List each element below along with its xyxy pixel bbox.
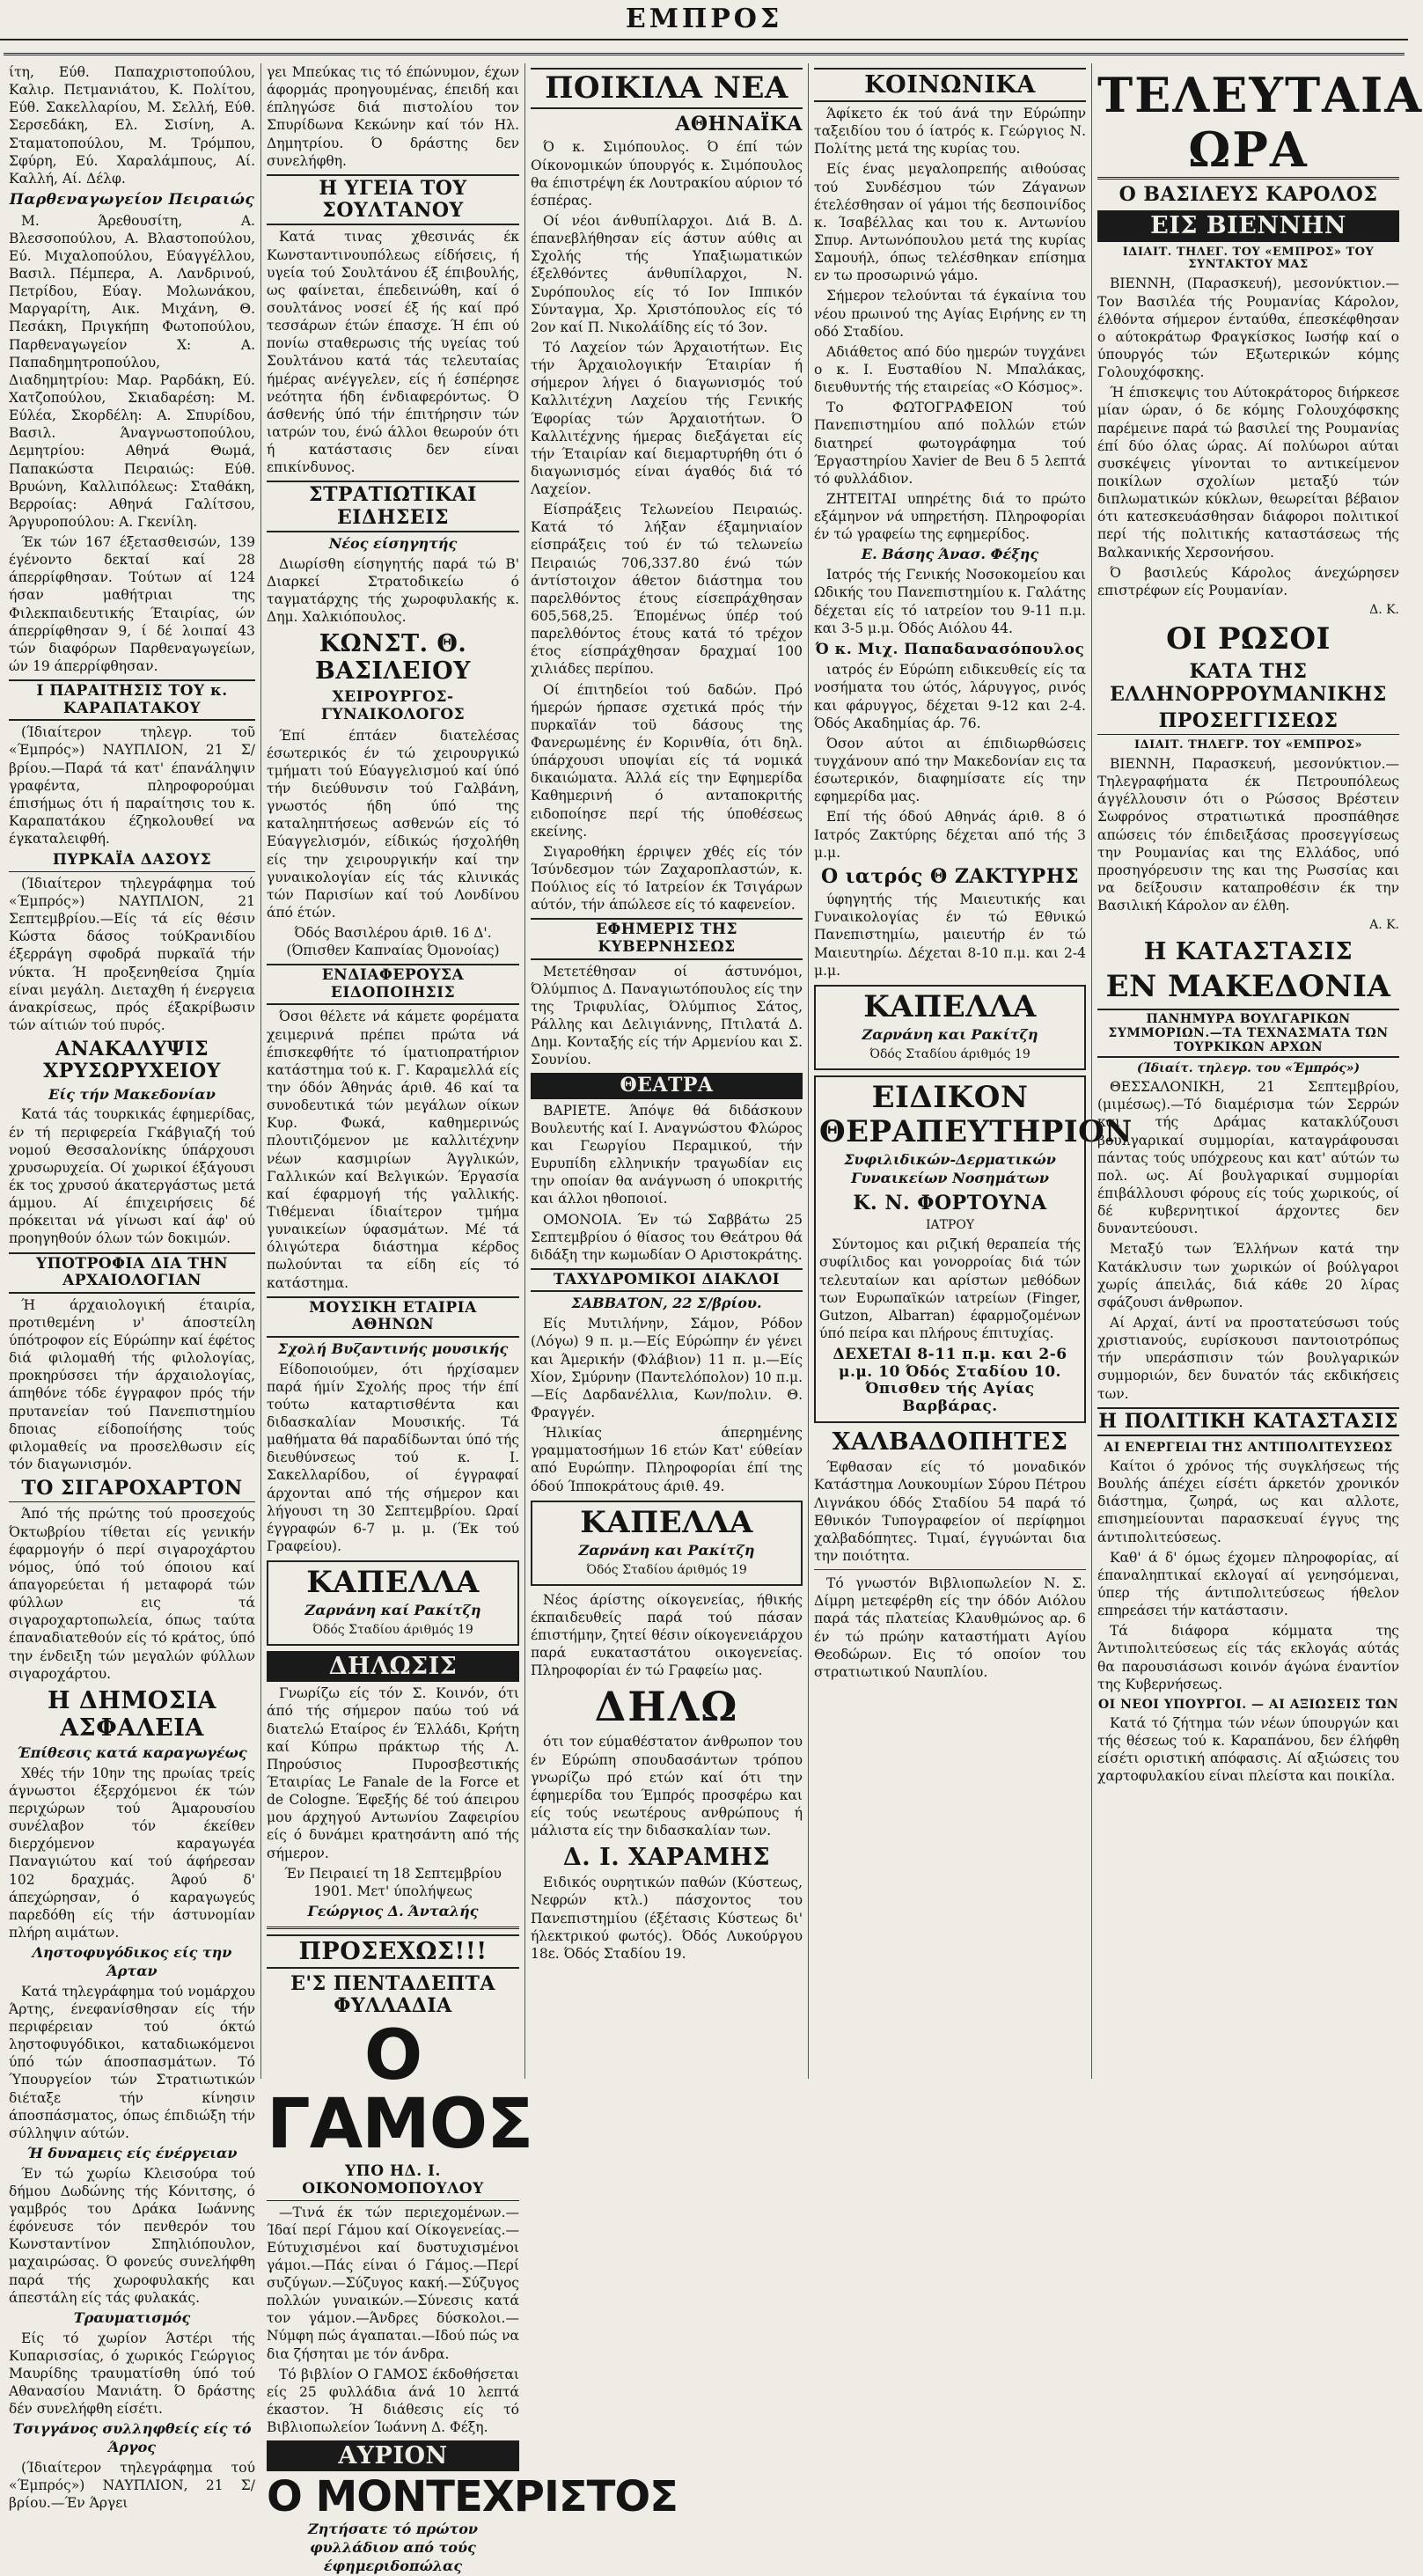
article-text: ιατρός έν Εύρώπη ειδικευθείς είς τα νοσήματα του ώτός, λάρυγγος, ρινός και φάρυγγος, δέχεται 9-12 και 2-4. Όδός Ακαδημίας άρ. 76. [814, 662, 1086, 731]
signature: Γεώργιος Δ. Άνταλής [307, 1902, 479, 1919]
section-heading: ΤΑΧΥΔΡΟΜΙΚΟΙ ΔΙΑΚΛΟΙ [531, 1268, 803, 1293]
section-heading: ΠΟΙΚΙΛΑ ΝΕΑ [531, 68, 803, 109]
section-heading: ΠΡΟΣΕΧΩΣ!!! [267, 1934, 519, 1969]
article-text: Είς τό χωρίον Άστέρι τής Κυπαρισσίας, ό χωρικός Γεώργιος Μαυρίδης τραυματίσθη ύπό τού Αθανασίου Μανιάτη. Ό δράστης δέν συνελήφθη είσέτι. [9, 2330, 255, 2418]
section-heading: ΕΙΣ ΒΙΕΝΝΗΝ [1097, 210, 1399, 241]
article-text: Γνωρίζω είς τόν Σ. Κοινόν, ότι άπό τής σήμερον παύω τού νά διατελώ Εταίρος έν Έλλάδι, Κρήτη καί Κύπρω πράκτωρ τής Λ. Πηρούσιος Πυροσβεστικής Έταιρίας Le Fanale de la Force et de Cologne. Έφεξής δέ τού άπειρου μου άρχηγού Αντωνίου Ζαφειρίου είς ό δυνάμει κρατησάντη από τής σήμερον. [267, 1685, 519, 1861]
section-heading: ΔΗΛΩΣΙΣ [267, 1651, 519, 1682]
ad-title: Κ. Ν. ΦΟΡΤΟΥΝΑ [853, 1191, 1047, 1215]
article-text: Όσον αύτοι αι έπιδιωρθώσεις τυγχάνουν από την Μακεδονίαν εις τα έσωτερικόν, διαφημίσατε είς την εφημερίδα μας. [814, 735, 1086, 805]
masthead: ΕΜΠΡΟΣ [0, 0, 1408, 40]
section-heading: ΑΝΑΚΑΛΥΨΙΣ ΧΡΥΣΩΡΥΧΕΙΟΥ [43, 1038, 221, 1083]
article-text: Ήλικίας άπερημένης γραμματοσήμων 16 ετών Κατ' εύθείαν από Ευρώπην. Πληροφορίαι έπί της όδού Ίπποκράτους άριθ. 49. [531, 1425, 803, 1494]
article-text: Ιατρός τής Γενικής Νοσοκομείου και Ωδικής του Πανεπιστημίου κ. Γαλάτης δέχεται είς τό ιατρείον του 9-11 π.μ. και 3-5 μ.μ. Όδός Αιόλου 44. [814, 567, 1086, 636]
article-text: Όσοι θέλετε νά κάμετε φορέματα χειμερινά πρέπει πρώτα νά έπισκεφθήτε τό ίματιοπρατήριον κατάστημα τού κ. Γ. Καραμελλά είς την όδόν Άθηνάς άριθ. 46 καί τα συνοδευτικά τών μεγάλων οίκων Κυρ. Φωκά, καθημερινώς πλουτιζόμενον με καλλιτέχνην νέων κασμιρίων Άγγλικών, Γαλλικών καί Βελγικών. Έργασία καί έφαρμογή τής γαλλικής. Τιθέμεναι ίδιαίτερον τμήμα γυναικείων ύφασμάτων. Μέ τά όλιγώτερα διάστημα κέρδος πωλούνται τα είδη είς τό κατάστημα. [267, 1009, 519, 1291]
section-heading: ΕΝΔΙΑΦΕΡΟΥΣΑ ΕΙΔΟΠΟΙΗΣΙΣ [267, 964, 519, 1005]
section-heading: ΤΟ ΣΙΓΑΡΟΧΑΡΤΟΝ [9, 1478, 255, 1502]
section-heading: ΚΑΤΑ ΤΗΣ ΕΛΛΗΝΟΡΡΟΥΜΑΝΙΚΗΣ [1110, 660, 1387, 706]
article-text: Χθές τήν 10ην της πρωίας τρείς άγνωστοι έξερχόμενοι έκ τών περιχώρων τού Άμαρουσίου συνέλαβον τόν έκείθεν διερχόμενον καραγωγέα Παναγιώτου καί τού άφήρεσαν 102 δραχμάς. Άφού δ' άπεχώρησαν, ό καραγωγεύς παρεδόθη είς τήν άστυνομίαν πλήρη αιμάτων. [9, 1765, 255, 1941]
subheading: ΣΑΒΒΑΤΟΝ, 22 Σ/βρίου. [571, 1295, 762, 1312]
article-text: Είς ένας μεγαλοπρεπής αιθούσας τού Συνδέσμου τών Ζάγανων έτελέσθησαν οί γάμοι τής δεσποινίδος κ. Ίσαβέλλας και του κ. Αντωνίου Σπυρ. Αντωνόπουλου μετά της κυρίας Σαμουήλ, όπως τελέσθηκαν επίσημα εν τω προσωρινώ γάμο. [814, 161, 1086, 284]
subheading: ΙΔΙΑΙΤ. ΤΗΛΕΓΡ. ΤΟΥ «ΕΜΠΡΟΣ» [1133, 738, 1363, 752]
article-text: Τό γνωστόν Βιβλιοπωλείον Ν. Σ. Δίμρη μετεφέρθη είς την όδόν Αιόλου παρά τάς πλατείας Κλαυθμώνος αρ. 6 έν τώ πρώην καταστήματι Αγίου Θεοδώρων. Εις τό οποίον του στρατιωτικού Ναυπλίου. [814, 1575, 1086, 1680]
article-text: ότι τον εύμαθέστατον άνθρωπον του έν Εύρώπη σπουδασάντων τρόπου γνωρίζω πρό ετών καί ότι την έφημερίδα του Έμπρός προσφέρω και είς τούς νεωτέρους ανθρώπους ή μάλιστα είς την διδασκαλίαν των. [531, 1734, 803, 1839]
ad-title: ΚΑΠΕΛΛΑ [306, 1565, 480, 1601]
section-heading: Ο ιατρός Θ ΖΑΚΤΥΡΗΣ [820, 864, 1080, 888]
section-heading: ΤΕΛΕΥΤΑΙΑ ΩΡΑ [1097, 68, 1399, 180]
article-text: Τό βιβλίον Ο ΓΑΜΟΣ έκδοθήσεται είς 25 φυλλάδια άνά 10 λεπτά έκαστον. Ή διάθεσις είς τό Βιβλιοπωλείον Ίωάννη Δ. Φέξη. [267, 2366, 519, 2436]
article-text: Άφίκετο έκ τού άνά την Εύρώπην ταξειδίου του ό ίατρός κ. Γεώργιος Ν. Πολίτης μετά της κυρίας του. [814, 106, 1086, 158]
section-heading: Η ΥΓΕΙΑ ΤΟΥ ΣΟΥΛΤΑΝΟΥ [267, 174, 519, 226]
ad-title: ΚΑΠΕΛΛΑ [863, 988, 1037, 1024]
article-text: Οί νέοι άνθυπίλαρχοι. Διά Β. Δ. έπανεβλήθησαν είς άστυν αύθις αι Σχολής τής Υπαξιωματικών έξελθόντες άνθυπίλαρχοι, Ν. Συρόπουλος είς τό Ιον Ιππικόν Σύνταγμα, Χρ. Χριστόπουλος είς τό 2ον καί Π. Νικολάίδης είς τό 3ον. [531, 212, 803, 335]
article-text: Είδοποιούμεν, ότι ήρχίσαμεν παρά ήμίν Σχολής προς τήν έπί τούτω καταρτισθέντα και διδασκαλίαν Μουσικής. Τά μαθήματα θά παραδίδωνται ύπό τής διευθύνσεως τού κ. Ι. Σακελλαρίδου, οί έγγραφαί άρχονται από τής σήμερον και λήγουσι τη 30 Σεπτεμβρίου. Ωραί έγγραφών 6-7 μ. μ. (Έκ τού Γραφείου). [267, 1361, 519, 1555]
column-1 [4, 63, 260, 2512]
section-heading: ΘΕΑΤΡΑ [531, 1073, 803, 1098]
article-text: Διωρίσθη είσηγητής παρά τώ Β' Διαρκεί Στρατοδικείω ό ταγματάρχης τής χωροφυλακής κ. Δημ. Χαλκιόπουλος. [267, 555, 519, 626]
article-text: Κατά τό ζήτημα τών νέων ύπουργών και τής θέσεως τού κ. Καραπάνου, δεν έλήφθη είσέτι οριστική απόφασις. Αί αξιώσεις του χαρτοφυλακίου είναι πλείστα και ποικίλα. [1097, 1714, 1399, 1785]
masthead-rule [4, 53, 1405, 55]
section-heading: Ε'Σ ΠΕΝΤΑΔΕΠΤΑ ΦΥΛΛΑΔΙΑ [290, 1971, 495, 2018]
section-heading: ΕΝ ΜΑΚΕΔΟΝΙΑ [1105, 968, 1391, 1004]
section-heading: Ο ΒΑΣΙΛΕΥΣ ΚΑΡΟΛΟΣ [1119, 183, 1378, 207]
ad-title: Ο ΜΟΝΤΕΧΡΙΣΤΟΣ [267, 2472, 678, 2522]
article-text: Κατά τηλεγράφημα τού νομάρχου Άρτης, ένεφανίσθησαν είς τήν περιφέρειαν τού όκτώ ληστοφυγόδικοι, καταδιωκόμενοι ύπό τών άποσπασμάτων. Τό Ύπουργείον τών Στρατιωτικών διέταξε τήν κίνησιν άποσπάσματος, όπως έπιδιώξη τήν σύλληψιν αύτών. [9, 1983, 255, 2141]
date-text: Έν Πειραιεί τη 18 Σεπτεμβρίου 1901. Μετ' ύπολήψεως [284, 1865, 502, 1899]
ad-title: ΔΗΛΩ [594, 1683, 739, 1731]
article-text: (Ίδιαίτερον τηλεγράφημα τού «Έμπρός») ΝΑΥΠΛΙΟΝ, 21 Σ/βρίου.—Έν Άργει [9, 2459, 255, 2512]
article-text: γει Μπεύκας τις τό έπώνυμον, έχων άφορμάς προηγουμένας, έπειδή και έπληγώσε διά πιστολίου τον Σπυρίδωνα Κεκώνην καί τόν Ηλ. Δημητρίου. Ό δράστης δεν συνελήφθη. [267, 64, 519, 169]
article-text: Αί Αρχαί, άντί να προστατεύσωσι τούς χριστιανούς, ευρίσκουσι παντοιοτρόπως τήν υπεράσπισιν τών βουλγαρικών συμμοριών, δεν δυνατόν τάς εκδικήσεις των. [1097, 1314, 1399, 1402]
article-text: Σιγαροθήκη έρριψεν χθές είς τόν Ίσύνδεσμον τών Ζαχαροπλαστών, κ. Πούλιος είς τό Ιατρείον έκ Τσιγάρων αύτόν, τήν άπώλεσε είς τό καφενείον. [531, 843, 803, 914]
article-text: Μετετέθησαν οί άστυνόμοι, Όλύμπιος Δ. Παναγιωτόπουλος είς την της Τριφυλίας, Όλύμπιος Σάτος, Ράλλης και Δελιγιάννης, Πτιλατά Δ. Δημ. Κονταξής είς τήν Αρμενίου και Σ. Σουνίου. [531, 963, 803, 1068]
ad-subtitle: Ζαρνάνη και Ρακίτζη [578, 1541, 755, 1559]
ad-title: Δ. Ι. ΧΑΡΑΜΗΣ [562, 1844, 771, 1872]
article-text: Ή έπισκεψις του Αύτοκράτορος διήρκεσε μίαν ώραν, ό δε κόμης Γολουχόφσκης παρέμεινε παρά τώ βασιλεί της Ρουμανίας έπί δύο όλας ώρας. Αί πολύωροι αύται συσκέψεις γίνονται το αντικείμενον ποικίλων σχολίων μεταξύ τών διπλωματικών κύκλων, θεωρείται βέβαιον ότι κατεσκευάσθησαν διάφοροι πολιτικοί περί τής πολιτικής καταστάσεως τής Βαλκανικής Χερσονήσου. [1097, 385, 1399, 561]
subheading: ΥΠΟ ΗΔ. Ι. ΟΙΚΟΝΟΜΟΠΟΥΛΟΥ [267, 2163, 519, 2200]
ad-address: Όδός Σταδίου άριθμός 19 [586, 1562, 747, 1577]
subheading: Ε. Βάσης Άνασ. Φέξης [861, 546, 1039, 563]
article-text: Έν τώ χωρίω Κλεισούρα τού δήμου Δωδώνης τής Κόνιτσης, ό γαμβρός του Δράκα Ιωάννης έφόνευσε τόν πενθερόν του Κωνσταντίνον Σπηλιόπουλον, μαχαιρώσας. Ό φονεύς συνελήφθη παρά τής χωροφυλακής και άπεστάλη είς τάς φυλακάς. [9, 2165, 255, 2306]
address-text: Όδός Βασιλέρου άριθ. 16 Δ'. (Όπισθεν Καπναίας Όμονοίας) [286, 925, 500, 959]
article-text: ύφηγητής τής Μαιευτικής και Γυναικολογίας έν τώ Εθνικώ Πανεπιστημίω, μαιευτήρ έν τώ Μαιευτηρίω. Δέχεται 8-10 π.μ. και 2-4 μ.μ. [814, 892, 1086, 979]
article-text: —Τινά έκ τών περιεχομένων.—Ίδαί περί Γάμου καί Οίκογενείας.—Εύτυχισμένοι καί δυστυχισμένοι γάμοι.—Πάς είναι ό Γάμος.—Περί συζύγων.—Σύζυγος κακή.—Σύζυγος πολλών γυναικών.—Σύνεσις κατά τον γάμον.—Άνδρες δύσκολοι.—Νύμφη πώς άγαπαται.—Ιδού πώς να δια ζήσηται με τόν άνδρα. [267, 2204, 519, 2362]
ad-address: Όδός Σταδίου άριθμός 19 [312, 1623, 473, 1638]
subheading: Είς τήν Μακεδονίαν [48, 1085, 216, 1103]
subheading: Σχολή Βυζαντινής μουσικής [277, 1339, 509, 1357]
article-text: Ή άρχαιολογική έταιρία, προτιθεμένη ν' άποστείλη ύπότροφον είς Εύρώπην καί έφέτος διά φιλομαθή τής φιλολογίας, προκηρύσσει τήν άρχαιολογίας, άπηθόνε τόδε έγγραφον πρός τήν πρυτανείαν τού Πανεπιστημίου δποιας είδοποίήσης τούς φιλομαθείς να προσελθωσιν είς τόν διαγωνισμόν. [9, 1296, 255, 1472]
advertisement [814, 985, 1086, 1070]
article-text: Ό κ. Σιμόπουλος. Ό έπί τών Οίκονομικών ύπουργός κ. Σιμόπουλος θα έπιστρέψη έκ Λουτρακίου αύριον τό έσπέρας. [531, 139, 803, 209]
subheading: (Ίδιαίτ. τηλεγρ. του «Έμπρός») [1136, 1060, 1361, 1075]
section-heading: ΜΟΥΣΙΚΗ ΕΤΑΙΡΙΑ ΑΘΗΝΩΝ [267, 1296, 519, 1338]
divider [267, 1926, 519, 1929]
advertisement [531, 1501, 803, 1586]
article-text: Αδιάθετος από δύο ημερών τυγχάνει ο κ. Ι. Ευσταθίου Ν. Μπαλάκας, διευθυντής τής εταιρείας «Ο Κόσμος». [814, 343, 1086, 396]
subheading: ΙΔΙΑΙΤ. ΤΗΛΕΓ. ΤΟΥ «ΕΜΠΡΟΣ» ΤΟΥ ΣΥΝΤΑΚΤΟΥ ΜΑΣ [1122, 245, 1375, 272]
ad-hours: ΔΕΧΕΤΑΙ 8-11 π.μ. και 2-6 μ.μ. 10 Όδός Σταδίου 10. Όπισθεν τής Αγίας Βαρβάρας. [833, 1346, 1067, 1415]
section-heading: ΑΥΡΙΟΝ [267, 2440, 519, 2471]
section-heading: ΠΥΡΚΑΪΑ ΔΑΣΟΥΣ [9, 852, 255, 872]
article-text: Κατά τινας χθεσινάς έκ Κωνσταντινουπόλεως είδήσεις, ή υγεία τού Σουλτάνου έξ έπιβουλής, ως φαίνεται, έπεδεινώθη, καί ό σουλτάνος νοσεί έξ ής καί πρό τεσσάρων έτών έπασχε. Ή έπι ού πονίω σταθερωσις τής υγείας τού Σουλτάνου κατά τάς τελευταίας ήμέρας ανέγγελεν, είς ή έσπέρησε νεότητα ήδη ένδιαφερόντως. Ό άσθενής ύπό τήν έπιτήρησιν τών ιατρών του, ένώ άλλοι θεωρούν ότι ή κατάστασις δεν είναι επικίνδυνος. [267, 229, 519, 476]
signature: Α. Κ. [1369, 918, 1399, 933]
article-text: Έπί έπτάεν διατελέσας έσωτερικός έν τώ χειρουργικώ τμήματι τού Εύαγγελισμού καί ύπό τήν διεύθυνσιν τού Γαλβάνη, γνωστός ήδη ύπό της καταληπτήσεως ασθενών είς τό Εύαγγελισμόν, είδικώς ήσχολήθη είς την χειρουργικήν καί την γυναικολογίαν είς τάς κλινικάς τών Παρισίων καί τού Λονδίνου άπό έτών. [267, 727, 519, 921]
advertisement [267, 1560, 519, 1646]
ad-subtitle: ΙΑΤΡΟΥ [925, 1218, 975, 1233]
ad-subtitle: Συφιλιδικών-Δερματικών Γυναικείων Νοσημάτων [844, 1151, 1056, 1186]
article-text: Το ΦΩΤΟΓΡΑΦΕΙΟΝ τού Πανεπιστημίου από πολλών ετών διατηρεί φωτογράφημα τού Έργαστηρίου Xavier de Beu δ 5 λεπτά τό φυλλάδιον. [814, 400, 1086, 487]
section-heading: Ι ΠΑΡΑΙΤΗΣΙΣ ΤΟΥ κ. ΚΑΡΑΠΑΤΑΚΟΥ [9, 679, 255, 721]
subheading: Έπίθεσις κατά καραγωγέως [17, 1743, 247, 1761]
article-text: Σύντομος και ριζική θεραπεία τής συφίλιδος και γονορροίας διά τών τελευταίων και αρίστων μεθόδων των Ευρωπαϊκών ιατρείων (Finger, Gutzon, Albarran) έφαρμοζομένων ύπό πείρα και πλήρους έπιτυχίας. [819, 1237, 1081, 1341]
section-heading: ΣΤΡΑΤΙΩΤΙΚΑΙ ΕΙΔΗΣΕΙΣ [267, 481, 519, 532]
article-text: Νέος άρίστης οίκογενείας, ήθικής έκπαιδευθείς παρά τού πάσαν έπιστήμην, ζητεί θέσιν οίκογενειάρχου παρά ευκαταστάτου οικογενείας. Πληροφορίαι έν τώ Γραφείω μας. [531, 1591, 803, 1679]
article-text: Επί τής όδού Αθηνάς άριθ. 8 ό Ιατρός Ζακτύρης δέχεται από τής 3 μ.μ. [814, 809, 1086, 861]
ad-title: Ο ΓΑΜΟΣ [267, 2016, 533, 2165]
article-text: Σήμερον τελούνται τά έγκαίνια του νέου πρωινού της Αγίας Ειρήνης εν τη οδό Σταδίου. [814, 288, 1086, 340]
section-heading: Η ΚΑΤΑΣΤΑΣΙΣ [1143, 937, 1353, 965]
article-text: ΘΕΣΣΑΛΟΝΙΚΗ, 21 Σεπτεμβρίου, (μιμέσως).—Τό διαμέρισμα τών Σερρών και τής Δράμας κατακλύζουσι βουλγαρικαί συμμορίαι, καταγράφουσαι πάντας τούς υπόχρεους και κατ' αύτών τω πολ. ως. Αί βουλγαρικαί συμμορίαι έπιβάλλουσι φόρους είς τούς χωρικούς, οί δέ κυβερνητικοί άρχοντες δεν δυναντεύουσι. [1097, 1079, 1399, 1237]
subheading: Τσιγγάνος συλληφθείς είς τό Άργος [12, 2420, 252, 2456]
article-text: ΖΗΤΕΙΤΑΙ υπηρέτης διά το πρώτο εξάμηνον νά υπηρετήση. Πληροφορίαι έν τώ γραφείω της εφημερίδος. [814, 491, 1086, 543]
section-heading: ΠΡΟΣΕΓΓΙΣΕΩΣ [1097, 710, 1399, 735]
subheading: ΠΑΝΗΜΥΡΑ ΒΟΥΛΓΑΡΙΚΩΝ ΣΥΜΜΟΡΙΩΝ.—ΤΑ ΤΕΧΝΑΣΜΑΤΑ ΤΩΝ ΤΟΥΡΚΙΚΩΝ ΑΡΧΩΝ [1097, 1009, 1399, 1058]
column-3 [524, 63, 808, 2079]
subheading: ΧΕΙΡΟΥΡΓΟΣ-ΓΥΝΑΙΚΟΛΟΓΟΣ [320, 688, 466, 723]
divider [814, 1569, 1086, 1570]
article-text: Μεταξύ των Έλλήνων κατά την Κατάκλυσιν των χωρικών οί βούλγαροι χωρίς άπειλάς, διά κάθε 20 λίρας σφάζουσι άνθρωπον. [1097, 1241, 1399, 1310]
subheading: Ή δυναμεις είς ένέργειαν [26, 2144, 238, 2161]
ad-title: ΚΑΠΕΛΛΑ [580, 1504, 753, 1540]
article-text: Είς Μυτιλήνην, Σάμον, Ρόδον (Λόγω) 9 π. μ.—Είς Εύρώπην έν γένει και Άμερικήν (Φλάβιον) 11 π. μ.—Είς Χίον, Σμύρνην (Παντελόπολον) 10 π.μ.—Είς Δαρδανέλλια, Κων/πολιν. Θ. Φραγγέν. [531, 1316, 803, 1420]
article-text: Έφθασαν είς τό μοναδικόν Κατάστημα Λουκουμίων Σύρου Πέτρου Λιγνάκου όδός Σταδίου 54 παρά τό Εθνικόν Τυπογραφείον οί περίφημοι χαλβαδόπητες. Τιμαί, έγγυώνται δια την ποιότητα. [814, 1459, 1086, 1564]
article-text: Μ. Άρεθουσίτη, Α. Βλεσσοπούλου, Α. Βλαστοπούλου, Εύ. Μιχαλοπούλου, Εύαγγέλλου, Βασιλ. Πέμπερα, Α. Λανδρινού, Πετρίδου, Εύαγ. Μολωνάκου, Μαργαρίτη, Αικ. Μιχάνη, Θ. Πεσάκη, Πριγκήπη Φωτοπούλου, Παρθεναγωγείον Χ: Α. Παπαδημητροπούλου, Διαδημητρίου: Μαρ. Ραρδάκη, Εύ. Χατζοπούλου, Σκιαδαρέση: Μ. Εύλέα, Σκορδέλη: Α. Σπυρίδου, Βασιλ. Άναγνωστοπούλου, Δεμητρίου: Αθηνά Θωμά, Παπακώστα Πειραιώς: Εύθ. Βρυώνη, Καλλιπόλεως: Σταθάκη, Βερροίας: Αθηνά Γαλίτσου, Άργυροπούλου: Α. Γκενίλη. [9, 212, 255, 530]
subheading: ΑΘΗΝΑΪΚΑ [675, 113, 803, 136]
column-5 [1091, 63, 1423, 2079]
article-text: Οί έπιτηδείοι τού δαδών. Πρό ήμερών ήρπασε σχετικά πρός τήν πυρκαϊάν τοϋ δάσους της Φανερωμένης έν Κορινθία, ότι δηλ. ύπάρχουσι υποψίαι είς τά νομικά δικαιώματα. Άλλά είς την Εφημερίδα Καθημερινή ό ανταποκριτής ειδοποίησε περί τής ύποθέσεως εκείνης. [531, 681, 803, 840]
article-text: Έκ τών 167 έξετασθεισών, 139 έγένοντο δεκταί καί 28 άπερρίφθησαν. Τούτων αί 124 ήσαν μαθήτριαι της Φιλεκπαιδευτικής Έταιρίας, ών άπερρίφθησαν 9, ί δέ λοιπαί 43 τών διαφόρων Παρθεναγωγείων, ών 19 άπερρίφθησαν. [9, 534, 255, 675]
ad-title: ΧΑΛΒΑΔΟΠΗΤΕΣ [832, 1428, 1068, 1457]
section-heading: Παρθεναγωγείον Πειραιώς [9, 190, 255, 209]
column-4 [808, 63, 1133, 2079]
subheading: ΟΙ ΝΕΟΙ ΥΠΟΥΡΓΟΙ. — ΑΙ ΑΞΙΩΣΕΙΣ ΤΩΝ [1097, 1697, 1399, 1712]
article-text: Ειδικός ουρητικών παθών (Κύστεως, Νεφρών κτλ.) πάσχοντος του Πανεπιστημίου (έξέτασις Κύστεως δι' ήλεκτρικού φωτός). Όδός Λυκούργου 18ε. Όδός Σταδίου 19. [531, 1875, 803, 1962]
article-text: ΟΜΟΝΟΙΑ. Έν τώ Σαββάτω 25 Σεπτεμβρίου ό θίασος του Θεάτρου θά διδάξη την κωμωδίαν Ο Αριστοκράτης. [531, 1211, 803, 1263]
article-text: ΒΙΕΝΝΗ, Παρασκευή, μεσονύκτιον.—Τηλεγραφήματα έκ Πετρουπόλεως άγγέλλουσιν ότι ο Ρώσσος Βρέστειν Σωφρόνος στρατιωτικά προσπάθησε απώσεις τόν έπιδειξάσας προσεγγίσεως την Ρουμανίας και της Ελλάδος, υπό προσηγόρευσιν της και της Ρωσσίας και να δείξουσιν καταπροθέσιν έκ την Βασιλική Κάρολον αν έλθη. [1097, 756, 1399, 914]
advertisement [814, 1075, 1133, 1423]
section-heading: ΚΩΝΣΤ. Θ. ΒΑΣΙΛΕΙΟΥ [315, 630, 471, 686]
article-text: (Ίδιαίτερον τηλεγρ. τοῦ «Έμπρός») ΝΑΥΠΛΙΟΝ, 21 Σ/βρίου.—Παρά τά κατ' έπανάληψιν γραφέντα, πληροφορούμαι έπισήμως ότι ή παραίτησις του κ. Καραπατάκου έζηκολουθεί να έγκαταλειφθή. [9, 724, 255, 848]
article-text: ίτη, Εύθ. Παπαχριστοπούλου, Καλιρ. Πετμανιάτου, Κ. Πολίτου, Εύθ. Σακελλαρίου, Μ. Σελλή, Εύθ. Σερσεδάκη, Ελ. Σισίνη, Α. Σταματοπούλου, Μ. Τρόμπου, Σφύρη, Εύ. Χαραλάμπους, Αί. Καλλή, Αί. Δέλφ. [9, 64, 255, 187]
article-text: Καθ' ά δ' όμως έχομεν πληροφορίας, αί έπαναληπτικαί εκλογαί αί γενησόμεναι, ύπερ τής άντιπολιτεύσεως ήθελον επηρεάσει τήν κατάστασιν. [1097, 1549, 1399, 1619]
section-heading: Η ΔΗΜΟΣΙΑ ΑΣΦΑΛΕΙΑ [48, 1686, 216, 1742]
ad-subtitle: Ζαρνάνη και Ρακίτζη [862, 1025, 1038, 1043]
article-text: Ό βασιλεύς Κάρολος άνεχώρησεν επιστρέφων είς Ρουμανίαν. [1097, 564, 1399, 598]
subheading: Ληστοφυγόδικος είς την Άρταν [32, 1944, 232, 1979]
article-text: Τό Λαχείον τών Άρχαιοτήτων. Εις τήν Άρχαιολογικήν Έταιρίαν ή σήμερον λήγει ό διαγωνισμός τού Καλλιτέχνη Λαχείου τής Γενικής Έφορίας τών Άρχαιοτήτων. Ό Καλλιτέχνης ήμερας διεξάγεται είς τήν Έταιρίαν καί διεμαρτυρήθη ότι ό διαγωνισμός είναι άγαθός διά τό Λαχείον. [531, 339, 803, 498]
section-heading: Ό κ. Μιχ. Παπαδανασόπουλος [815, 640, 1085, 658]
subheading: Νέος είσηγητής [328, 535, 458, 552]
ad-subtitle: Ζητήσατε τό πρώτον φυλλάδιον από τούς έφημεριδοπώλας [307, 2521, 478, 2574]
article-text: ΒΑΡΙΕΤΕ. Άπόψε θά διδάσκουν Βουλευτής καί Ι. Αναγνώστου Φλώρος και Γεωργίου Περαμικού, τήν Ευρυπίδη ελληνικήν τραγωδίαν εις την οποίαν θα ανάγνωση ό υποκριτής και άλλοι ηθοποιοί. [531, 1102, 803, 1207]
ad-address: Όδός Σταδίου άριθμός 19 [869, 1046, 1031, 1061]
section-heading: ΕΦΗΜΕΡΙΣ ΤΗΣ ΚΥΒΕΡΝΗΣΕΩΣ [531, 918, 803, 959]
ad-subtitle: Ζαρνάνη καί Ρακίτζη [304, 1602, 481, 1619]
section-heading: ΥΠΟΤΡΟΦΙΑ ΔΙΑ ΤΗΝ ΑΡΧΑΙΟΛΟΓΙΑΝ [9, 1252, 255, 1294]
section-heading: ΟΙ ΡΩΣΟΙ [1166, 621, 1331, 657]
signature: Δ. Κ. [1369, 602, 1399, 617]
article-text: Άπό τής πρώτης τού προσεχούς Όκτωβρίου τίθεται είς γενικήν έφαρμογήν ό περί σιγαροχάρτου νόμος, ύπό τού όποιου καί άπαγορεύεται ή μεταφορά τών φύλλων εις τά σιγαροχαρτοπωλεία, όπως ταύτα έπαναδιατεθούν είς τό κράτος, ύπό την ένδειξη τών μεγαλών φύλλων σιγαροχάρτου. [9, 1506, 255, 1682]
section-heading: Η ΠΟΛΙΤΙΚΗ ΚΑΤΑΣΤΑΣΙΣ [1097, 1407, 1399, 1436]
subheading: Τραυματισμός [73, 2308, 191, 2326]
ad-title: ΕΙΔΙΚΟΝ ΘΕΡΑΠΕΥΤΗΡΙΟΝ [819, 1079, 1133, 1150]
article-text: Είσπράξεις Τελωνείου Πειραιώς. Κατά τό λήξαν έξαμηνιαίον είσπράξεις τού έν τώ τελωνείω Πειραιώς 706,337.80 ένώ τών άντίστοιχον άθετον διάστημα του παρελθόντος έτους είσεπράχθησαν 605,568,25. Έπομένως ύπέρ τού παρελθόντος έτους κατά τό τρέχον έτος είσπράχθησαν δραχμαί 100 χιλιάδες περίπου. [531, 502, 803, 678]
article-text: (Ίδιαίτερον τηλεγράφημα τού «Έμπρός») ΝΑΥΠΛΙΟΝ, 21 Σεπτεμβρίου.—Είς τά είς θέσιν Κώστα δάσος τούΚρανιδίου έξερράγη σφοδρά πυρκαϊά τήν νύκτα. Ή προξενηθείσα ζημία είναι μεγάλη. Διεταχθη ή ένεργεια άνακρίσεως, πρός έξακρίβωσιν τών αίτιών τού πυρός. [9, 875, 255, 1033]
article-text: Κατά τάς τουρκικάς έφημερίδας, έν τή περιφερεία Γκάβγιαζή τού νομού Θεσσαλονίκης ύπάρχουσι χρυσωρυχεία. Οί χωρικοί έξάγουσι έκ τος χρυσού άκατεργάστως μετά άμμου. Αί έπιχειρήσεις δέ πρόκειται νά γίνωσι καί άφ' ού προηγηθούν όλων τών δοκιμών. [9, 1106, 255, 1247]
article-text: ΒΙΕΝΝΗ, (Παρασκευή), μεσονύκτιον.—Τον Βασιλέα τής Ρουμανίας Κάρολον, έλθόντα σήμερον ένταύθα, έπεσκέφθησαν ο αύτοκράτωρ Φραγκίσκος Ιωσήφ καί ο ύπουργός τών Εξωτερικών κόμης Γολουχόφσκης. [1097, 275, 1399, 381]
article-text: Τά διάφορα κόμματα της Άντιπολιτεύσεως είς τάς εκλογάς αύτάς θα παρουσιάσωσι κοινόν άγώνα έναντίον της Κυβερνήσεως. [1097, 1623, 1399, 1692]
subheading: ΑΙ ΕΝΕΡΓΕΙΑΙ ΤΗΣ ΑΝΤΙΠΟΛΙΤΕΥΣΕΩΣ [1104, 1440, 1393, 1455]
article-text: Καίτοι ό χρόνος τής συγκλήσεως τής Βουλής άπέχει είσέτι άρκετόν χρονικόν διάστημα, ζωηρά, ως και αλλοτε, επισημείουνται παρασκευαί έγγυς της άντιπολιτεύσεως. [1097, 1458, 1399, 1545]
section-heading: ΚΟΙΝΩΝΙΚΑ [814, 68, 1086, 102]
